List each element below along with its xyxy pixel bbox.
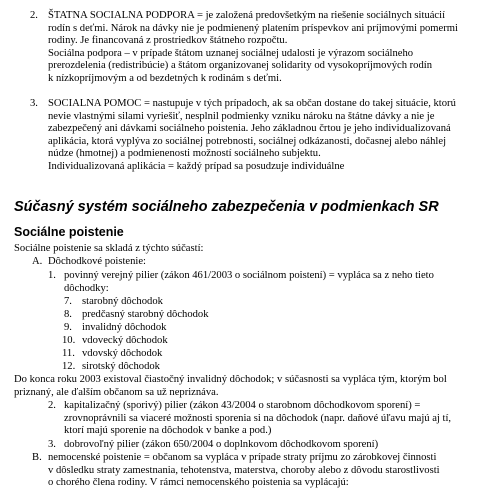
section3-number: 3. bbox=[30, 98, 38, 109]
page-heading: Súčasný systém sociálneho zabezpečenia v podmienkach SR bbox=[14, 199, 439, 215]
section2-line: k nízkopríjmovým a od bezdetných k rodinám s deťmi. bbox=[48, 72, 282, 84]
section2-line: prerozdelenia (redistribúcie) a štátom organizovanej solidarity od vysokopríjmových rodín bbox=[48, 60, 433, 71]
part-b-label: B. bbox=[32, 452, 42, 463]
pension-number: 11. bbox=[62, 348, 75, 359]
pillar1-line: dôchodky: bbox=[64, 282, 109, 294]
section3-line: Individualizovaná aplikácia = každý prípad sa posudzuje individuálne bbox=[48, 160, 345, 172]
pension-number: 10. bbox=[62, 335, 76, 346]
pension-number: 12. bbox=[62, 361, 76, 372]
part-b-line: o chorého člena rodiny. V rámci nemocenského poistenia sa vyplácajú: bbox=[48, 477, 349, 488]
section-subheading: Sociálne poistenie bbox=[14, 225, 124, 239]
section3-line: nevie vlastnými silami vyriešiť, nesplnil podmienky vzniku nároku na štátne dávky a nie je bbox=[48, 110, 435, 122]
pension-number: 7. bbox=[64, 296, 72, 307]
note-line: priznaný, ale ďalším občanom sa už nepriznáva. bbox=[14, 386, 219, 398]
section3-line: SOCIALNA POMOC = nastupuje v tých prípadoch, ak sa občan dostane do takej situácie, ktorú bbox=[48, 98, 456, 109]
pension-item: predčasný starobný dôchodok bbox=[82, 309, 209, 320]
pillar2-number: 2. bbox=[48, 400, 56, 411]
pension-item: starobný dôchodok bbox=[82, 296, 163, 307]
section2-line: rodiny. Je financovaná z prostriedkov štátneho rozpočtu. bbox=[48, 35, 288, 46]
pillar1-line: povinný verejný pilier (zákon 461/2003 o sociálnom poistení) = vypláca sa z neho tieto bbox=[64, 270, 434, 281]
pillar2-line: zrovnoprávnili sa viaceré možnosti sporenia si na dôchodok (napr. daňové úľavu majú aj tí, bbox=[64, 412, 452, 424]
pension-item: vdovecký dôchodok bbox=[82, 335, 168, 346]
note-line: Do konca roku 2003 existoval čiastočný invalidný dôchodok; v súčasnosti sa vypláca tým, ktorým bol bbox=[14, 374, 447, 385]
pillar3-line: dobrovoľný pilier (zákon 650/2004 o doplnkovom dôchodkovom sporení) bbox=[64, 439, 379, 450]
section2-line: ŠTATNA SOCIALNA PODPORA = je založená predovšetkým na riešenie sociálnych situácií bbox=[48, 10, 446, 21]
pension-item: sirotský dôchodok bbox=[82, 361, 160, 372]
pension-item: invalidný dôchodok bbox=[82, 322, 167, 333]
pension-number: 9. bbox=[64, 322, 72, 333]
section2-line: rodín s deťmi. Nárok na dávky nie je podmienený platením príspevkov ani príjmovými pomermi bbox=[48, 22, 458, 34]
pension-number: 8. bbox=[64, 309, 72, 320]
part-a-title: Dôchodkové poistenie: bbox=[48, 256, 146, 267]
section2-line: Sociálna podpora – v prípade štátom uznanej sociálnej udalosti je výrazom sociálneho bbox=[48, 47, 414, 59]
section3-line: zabezpečený ani dávkami sociálneho poistenia. Jeho základnou črtou je jeho individualizovaná bbox=[48, 123, 451, 134]
pillar2-line: kapitalizačný (sporivý) pilier (zákon 43/2004 o starobnom dôchodkovom sporení) = bbox=[64, 400, 421, 411]
section2-number: 2. bbox=[30, 10, 38, 21]
intro-text: Sociálne poistenie sa skladá z týchto súčastí: bbox=[14, 243, 204, 254]
part-a-label: A. bbox=[32, 256, 43, 267]
section3-line: aplikácia, ktorá vyplýva zo sociálnej potrebnosti, sociálnej odkázanosti, dočasnej alebo náhlej bbox=[48, 135, 447, 147]
pillar3-number: 3. bbox=[48, 439, 56, 450]
pension-item: vdovský dôchodok bbox=[82, 348, 163, 359]
part-b-line: v dôsledku straty zamestnania, tehotenstva, materstva, choroby alebo z dôvodu starostlivosti bbox=[48, 464, 440, 476]
pillar2-line: ktorí majú sporenie na dôchodok v banke a pod.) bbox=[64, 425, 272, 436]
pillar1-number: 1. bbox=[48, 270, 56, 281]
part-b-line: nemocenské poistenie = občanom sa vypláca v prípade straty príjmu zo zárobkovej činnosti bbox=[48, 452, 437, 463]
section3-line: núdze (hmotnej) a podmienenosti možností sociálneho subjektu. bbox=[48, 148, 321, 159]
